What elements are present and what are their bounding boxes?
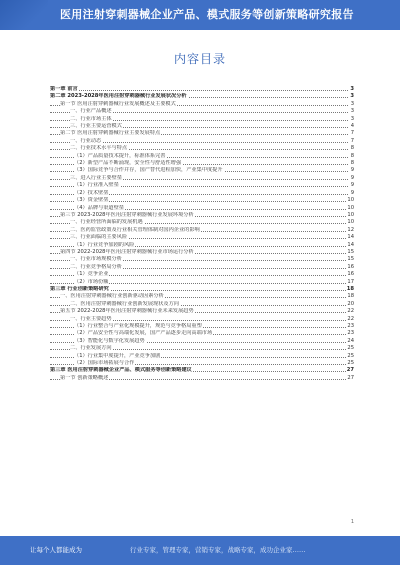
toc-entry-page: 12 <box>347 226 354 233</box>
toc-entry-page: 9 <box>350 167 354 174</box>
toc-entry[interactable] <box>50 138 354 145</box>
toc-entry-text: 二、医用注射穿刺器械行业创新发展现状及方向 <box>70 300 179 307</box>
toc-entry[interactable] <box>50 160 354 167</box>
toc-entry[interactable] <box>50 367 354 374</box>
toc-entry-text: 三、行业主要运营模式 <box>70 123 122 130</box>
toc-entry-page: 3 <box>350 100 354 107</box>
toc-entry-page: 18 <box>347 293 354 300</box>
toc-entry-page: 9 <box>350 189 354 196</box>
toc-entry-page: 7 <box>350 137 354 144</box>
toc-entry-text: （3）国际竞争与合作并存，国产替代进程加快，产业集中度提升 <box>74 167 223 174</box>
toc-entry-page: 7 <box>350 130 354 137</box>
toc-entry[interactable] <box>50 167 354 174</box>
toc-entry[interactable] <box>50 330 354 337</box>
toc-entry-text: 二、行业发展方向 <box>70 345 112 352</box>
toc-entry[interactable] <box>50 130 354 137</box>
toc-entry-text: 第三章 行业创新策略研究 <box>50 285 109 292</box>
toc-entry-page: 3 <box>350 93 354 100</box>
toc-entry[interactable] <box>50 308 354 315</box>
toc-entry-text: 第二章 2023-2028年医用注射穿刺器械行业发展状况分析 <box>50 93 187 100</box>
toc-entry-page: 10 <box>347 211 354 218</box>
toc-entry-text: （1）行业竞争加剧的风险 <box>74 241 135 248</box>
toc-entry-page: 22 <box>347 315 354 322</box>
toc-entry-page: 25 <box>347 345 354 352</box>
header-bar <box>0 0 400 30</box>
toc-entry-text: （2）市场份额 <box>74 278 109 285</box>
toc-entry-page: 27 <box>347 374 354 381</box>
toc-entry-page: 18 <box>346 285 354 292</box>
toc-entry[interactable] <box>50 123 354 130</box>
footer-slogan: 让每个人都能成为 <box>30 546 82 554</box>
toc-entry[interactable] <box>50 316 354 323</box>
toc-entry-text: （4）品牌与渠道壁垒 <box>74 204 124 211</box>
toc-entry[interactable] <box>50 101 354 108</box>
toc-entry[interactable] <box>50 360 354 367</box>
report-title: 医用注射穿刺器械企业产品、模式服务等创新策略研究报告 <box>60 8 354 21</box>
toc-entry[interactable] <box>50 175 354 182</box>
toc-entry-page: 4 <box>350 123 354 130</box>
toc-entry-page: 27 <box>346 367 354 374</box>
toc-entry-page: 9 <box>350 174 354 181</box>
toc-entry-page: 10 <box>347 197 354 204</box>
toc-entry[interactable] <box>50 293 354 300</box>
toc-entry-text: 第二节 医用注射穿刺器械行业主要发展特点 <box>60 130 161 137</box>
toc-entry-text: （2）国际市场拓展与合作 <box>74 360 135 367</box>
toc-entry-page: 14 <box>347 241 354 248</box>
toc-entry-page: 15 <box>347 248 354 255</box>
toc-entry[interactable] <box>50 219 354 226</box>
toc-entry[interactable] <box>50 212 354 219</box>
toc-entry-page: 10 <box>347 204 354 211</box>
toc-entry-text: 一、行业产品概述 <box>70 108 112 115</box>
toc-entry[interactable] <box>50 190 354 197</box>
toc-entry-text: 二、行业竞争格局分析 <box>70 263 122 270</box>
toc-entry-page: 16 <box>347 263 354 270</box>
toc-entry[interactable] <box>50 197 354 204</box>
page-number: 1 <box>350 519 354 525</box>
toc-entry-page: 10 <box>347 219 354 226</box>
toc-entry[interactable] <box>50 93 354 100</box>
toc-entry-text: （2）产品安全性与高端化发展，国产产品逐步走向高端市场 <box>74 330 213 337</box>
toc-entry-text: 第三节 2023-2028年医用注射穿刺器械行业发展环境分析 <box>60 211 194 218</box>
toc-entry-text: 一、行业经营所面临的发展机遇 <box>70 219 143 226</box>
toc-entry-page: 16 <box>347 271 354 278</box>
toc-entry-text: （1）行业准入壁垒 <box>74 182 119 189</box>
toc-entry-text: 第一节 创新策略概述 <box>60 374 109 381</box>
toc-entry[interactable] <box>50 227 354 234</box>
footer-tagline: 行业专家，管理专家，营销专家，战略专家，成功企业家…… <box>130 546 306 554</box>
footer-bar <box>0 536 400 565</box>
toc-entry-text: 一、行业市场规模分析 <box>70 256 122 263</box>
toc-leader-dots <box>50 90 348 91</box>
toc-entry-page: 8 <box>350 145 354 152</box>
toc-entry-text: （1）产品质量技术提升，标准体系完善 <box>74 152 166 159</box>
toc-entry-page: 25 <box>347 352 354 359</box>
toc-entry[interactable] <box>50 86 354 93</box>
toc-entry-page: 3 <box>350 115 354 122</box>
toc-entry-page: 9 <box>350 182 354 189</box>
toc-entry[interactable] <box>50 338 354 345</box>
toc-entry-text: 一、行业主要趋势 <box>70 315 112 322</box>
toc-entry-text: 三、行业面临的主要风险 <box>70 234 128 241</box>
toc-entry-text: 第一章 前言 <box>50 86 78 92</box>
table-of-contents <box>50 86 354 382</box>
toc-entry-text: （1）竞争企业 <box>74 271 109 278</box>
toc-entry[interactable] <box>50 279 354 286</box>
toc-entry-text: 第五节 2022-2028年医用注射穿刺器械行业未来发展趋势 <box>60 308 194 315</box>
toc-entry[interactable] <box>50 182 354 189</box>
toc-entry-text: （3）智能化与数字化发展趋势 <box>74 337 145 344</box>
toc-entry[interactable] <box>50 286 354 293</box>
toc-entry-text: 一、医用注射穿刺器械行业创新驱动因素分析 <box>60 293 164 300</box>
toc-entry-page: 8 <box>350 152 354 159</box>
toc-entry-page: 23 <box>347 323 354 329</box>
toc-entry[interactable] <box>50 145 354 152</box>
toc-entry-page: 22 <box>347 308 354 315</box>
toc-entry[interactable] <box>50 264 354 271</box>
toc-entry-text: （2）技术壁垒 <box>74 189 109 196</box>
toc-entry-page: 3 <box>350 108 354 115</box>
toc-entry-text: 二、行业市场主体 <box>70 115 112 122</box>
toc-entry-text: （1）行业整合与产业化规模提升，规范与竞争格局重塑 <box>74 323 202 329</box>
toc-entry-text: （2）新型产品不断涌现，安全性与舒适性增强 <box>74 160 182 167</box>
toc-entry-text: （3）资金壁垒 <box>74 197 109 204</box>
toc-entry-text: （1）行业集中度提升，产业竞争加剧 <box>74 352 161 359</box>
toc-entry[interactable] <box>50 301 354 308</box>
toc-title: 内容目录 <box>173 52 226 66</box>
toc-entry[interactable] <box>50 323 354 330</box>
toc-entry-page: 8 <box>350 160 354 167</box>
toc-entry[interactable] <box>50 353 354 360</box>
toc-entry[interactable] <box>50 249 354 256</box>
toc-entry-page: 17 <box>347 278 354 285</box>
toc-entry-text: 二、医药监管政策及行业相关管理体制对国内企业的影响 <box>70 226 200 233</box>
toc-entry[interactable] <box>50 116 354 123</box>
toc-entry-text: 第四节 2022-2028年医用注射穿刺器械行业市场运行分析 <box>60 248 194 255</box>
toc-entry-text: 二、行业技术水平与特点 <box>70 145 128 152</box>
toc-entry-text: 第三章 医用注射穿刺器械企业产品、模式服务等创新策略建议 <box>50 367 192 374</box>
toc-entry[interactable] <box>50 108 354 115</box>
toc-entry[interactable] <box>50 205 354 212</box>
toc-entry[interactable] <box>50 375 354 382</box>
toc-entry[interactable] <box>50 153 354 160</box>
toc-entry-page: 20 <box>347 300 354 307</box>
toc-entry[interactable] <box>50 242 354 249</box>
toc-entry-page: 14 <box>347 234 354 241</box>
toc-entry-page: 3 <box>350 86 354 92</box>
toc-entry[interactable] <box>50 345 354 352</box>
toc-entry-page: 25 <box>347 360 354 367</box>
toc-entry-page: 23 <box>347 330 354 337</box>
toc-entry-page: 24 <box>347 337 354 344</box>
toc-entry-text: 第一节 医用注射穿刺器械行业发展概述及主要模式 <box>60 100 176 107</box>
toc-entry-text: 一、行业动态 <box>70 137 102 144</box>
toc-entry[interactable] <box>50 271 354 278</box>
toc-entry-text: 三、进入行业主要壁垒 <box>70 174 122 181</box>
toc-entry-page: 15 <box>347 256 354 263</box>
toc-entry[interactable] <box>50 256 354 263</box>
toc-entry[interactable] <box>50 234 354 241</box>
